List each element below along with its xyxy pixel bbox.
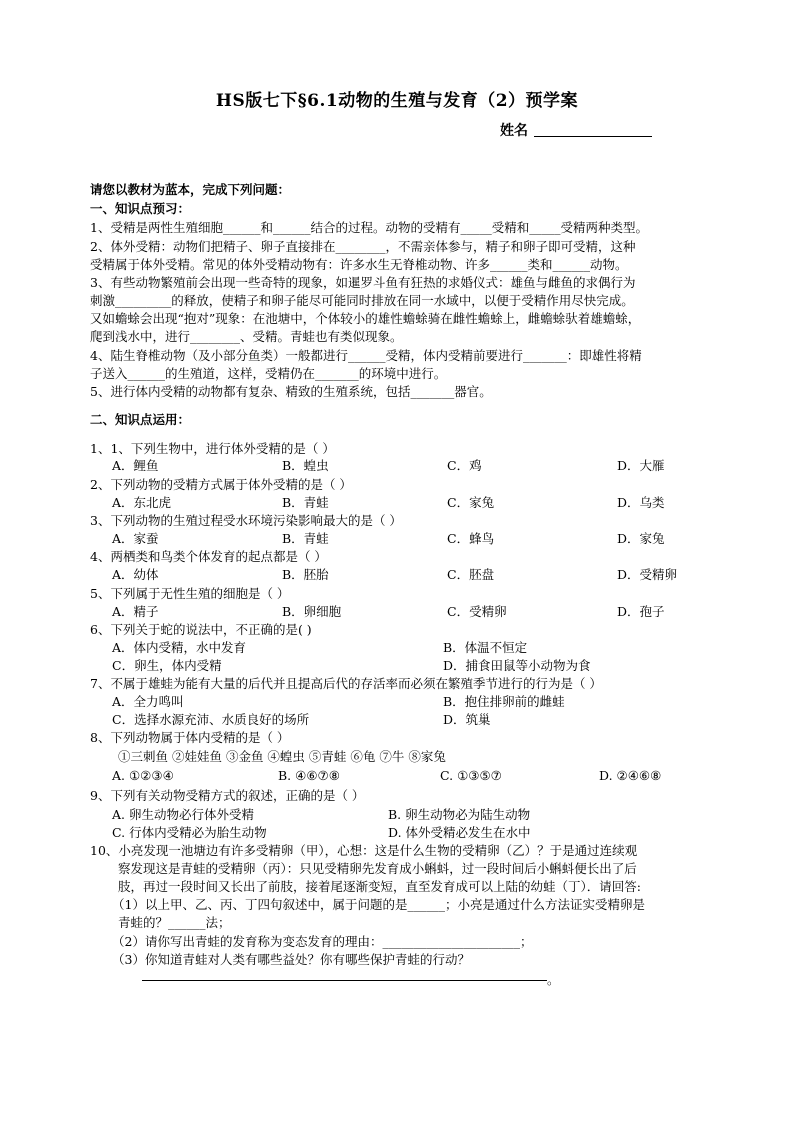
- q8-option-a[interactable]: A. ①②③④: [112, 768, 174, 783]
- q4-option-d[interactable]: D．受精卵: [617, 567, 678, 582]
- q10-line-2: 察发现这是青蛙的受精卵（丙）：只见受精卵先发育成小蝌蚪，过一段时间后小蝌蚪便长出了后: [118, 861, 637, 876]
- name-field: [500, 120, 652, 140]
- q4-option-a[interactable]: A．幼体: [112, 567, 159, 582]
- q8-option-d[interactable]: D. ②④⑥⑧: [599, 768, 662, 783]
- q7-option-c[interactable]: C．选择水源充沛、水质良好的场所: [112, 712, 310, 727]
- q3-stem: 3、下列动物的生殖过程受水环境污染影响最大的是（ ）: [90, 513, 402, 528]
- q8-stem: 8、下列动物属于体内受精的是（ ）: [90, 730, 290, 745]
- q7-option-d[interactable]: D．筑巢: [443, 712, 491, 727]
- q10-line-4: （1）以上甲、乙、丙、丁四句叙述中，属于问题的是______；小亮是通过什么方法证实受精卵是: [112, 897, 645, 912]
- s1-line-10: 5、进行体内受精的动物都有复杂、精致的生殖系统，包括_______器官。: [90, 384, 492, 399]
- q2-stem: 2、下列动物的受精方式属于体外受精的是（ ）: [90, 477, 352, 492]
- q10-line-6: （2）请你写出青蛙的发育称为变态发育的理由：______________________；: [112, 934, 533, 949]
- q4-stem: 4、两栖类和鸟类个体发育的起点都是（ ）: [90, 549, 327, 564]
- q7-stem: 7、不属于雄蛙为能有大量的后代并且提高后代的存活率而必须在繁殖季节进行的行为是（ ）: [90, 676, 602, 691]
- name-label: 姓名: [500, 123, 528, 139]
- s1-line-8: 4、陆生脊椎动物（及小部分鱼类）一般都进行______受精，体内受精前要进行_______：即雄性将精: [90, 348, 642, 363]
- q9-option-b[interactable]: B. 卵生动物必为陆生动物: [388, 807, 531, 822]
- q5-option-d[interactable]: D．孢子: [617, 604, 665, 619]
- q6-option-a[interactable]: A．体内受精，水中发育: [112, 640, 247, 655]
- section2-heading: 二、知识点运用：: [90, 412, 191, 427]
- q2-option-a[interactable]: A．东北虎: [112, 495, 172, 510]
- q5-option-a[interactable]: A．精子: [112, 604, 159, 619]
- q2-option-b[interactable]: B．青蛙: [282, 495, 329, 510]
- s1-line-7: 爬到浅水中，进行________、受精。青蛙也有类似现象。: [90, 329, 403, 344]
- q7-option-b[interactable]: B．抱住排卵前的雌蛙: [443, 694, 565, 709]
- q3-option-c[interactable]: C．蜂鸟: [447, 531, 495, 546]
- q4-option-c[interactable]: C．胚盘: [447, 567, 495, 582]
- s1-line-4: 3、有些动物繁殖前会出现一些奇特的现象，如暹罗斗鱼有狂热的求婚仪式：雄鱼与雌鱼的求偶行为: [90, 275, 636, 290]
- s1-line-6: 又如蟾蜍会出现“抱对”现象：在池塘中，个体较小的雄性蟾蜍骑在雌性蟾蜍上，雌蟾蜍驮着雄蟾蜍，: [90, 311, 641, 326]
- q1-option-a[interactable]: A．鲤鱼: [112, 458, 159, 473]
- q9-stem: 9、下列有关动物受精方式的叙述，正确的是（ ）: [90, 788, 365, 803]
- q6-option-b[interactable]: B．体温不恒定: [443, 640, 528, 655]
- q5-option-b[interactable]: B．卵细胞: [282, 604, 342, 619]
- q9-option-a[interactable]: A. 卵生动物必行体外受精: [112, 807, 254, 822]
- section1-heading: 一、知识点预习：: [90, 201, 191, 216]
- q9-option-d[interactable]: D. 体外受精必发生在水中: [388, 825, 531, 840]
- q10-end-mark: 。: [547, 972, 560, 987]
- s1-line-3: 受精属于体外受精。常见的体外受精动物有：许多水生无脊椎动物、许多______类和______动物。: [90, 257, 628, 272]
- q1-option-b[interactable]: B．蝗虫: [282, 458, 329, 473]
- q5-option-c[interactable]: C．受精卵: [447, 604, 507, 619]
- q7-option-a[interactable]: A．全力鸣叫: [112, 694, 184, 709]
- q3-option-a[interactable]: A．家蚕: [112, 531, 159, 546]
- s1-line-9: 子送入______的生殖道，这样，受精仍在_______的环境中进行。: [90, 366, 447, 381]
- instruction: 请您以教材为蓝本，完成下列问题：: [90, 182, 291, 197]
- q10-line-1: 10、小亮发现一池塘边有许多受精卵（甲），心想：这是什么生物的受精卵（乙）？于是通过连续观: [90, 843, 638, 858]
- page-title: HS版七下§6.1动物的生殖与发育（2）预学案: [215, 91, 579, 111]
- name-blank[interactable]: [534, 122, 652, 137]
- q10-answer-line[interactable]: [142, 980, 547, 981]
- s1-line-1: 1、受精是两性生殖细胞______和______结合的过程。动物的受精有_____受精和_____受精两种类型。: [90, 220, 648, 235]
- q4-option-b[interactable]: B．胚胎: [282, 567, 329, 582]
- s1-line-2: 2、体外受精：动物们把精子、卵子直接排在________，不需亲体参与，精子和卵子即可受精，这种: [90, 239, 636, 254]
- q6-stem: 6、下列关于蛇的说法中，不正确的是( ): [90, 622, 312, 637]
- q3-option-b[interactable]: B．青蛙: [282, 531, 329, 546]
- q10-line-5: 青蛙的？______法；: [118, 915, 231, 930]
- s1-line-5: 刺激_________的释放，使精子和卵子能尽可能同时排放在同一水域中，以便于受精作用尽快完成。: [90, 293, 634, 308]
- q8-option-b[interactable]: B. ④⑥⑦⑧: [278, 768, 340, 783]
- q8-option-c[interactable]: C. ①③⑤⑦: [440, 768, 502, 783]
- q10-line-7: （3）你知道青蛙对人类有哪些益处？你有哪些保护青蛙的行动？: [112, 952, 470, 967]
- q6-option-d[interactable]: D．捕食田鼠等小动物为食: [443, 658, 591, 673]
- q1-stem: 1、1、下列生物中，进行体外受精的是（ ）: [90, 441, 335, 456]
- q10-line-3: 肢，再过一段时间又长出了前肢，接着尾逐渐变短，直至发育成可以上陆的幼蛙（丁）．请回答:: [118, 879, 641, 894]
- q2-option-d[interactable]: D．乌类: [617, 495, 665, 510]
- q1-option-c[interactable]: C．鸡: [447, 458, 482, 473]
- q1-option-d[interactable]: D．大雁: [617, 458, 665, 473]
- q6-option-c[interactable]: C．卵生，体内受精: [112, 658, 222, 673]
- q2-option-c[interactable]: C．家兔: [447, 495, 495, 510]
- q8-items: ①三刺鱼 ②娃娃鱼 ③金鱼 ④蝗虫 ⑤青蛙 ⑥龟 ⑦牛 ⑧家兔: [118, 749, 446, 764]
- q5-stem: 5、下列属于无性生殖的细胞是（ ）: [90, 586, 290, 601]
- q9-option-c[interactable]: C. 行体内受精必为胎生动物: [112, 825, 267, 840]
- q3-option-d[interactable]: D．家兔: [617, 531, 665, 546]
